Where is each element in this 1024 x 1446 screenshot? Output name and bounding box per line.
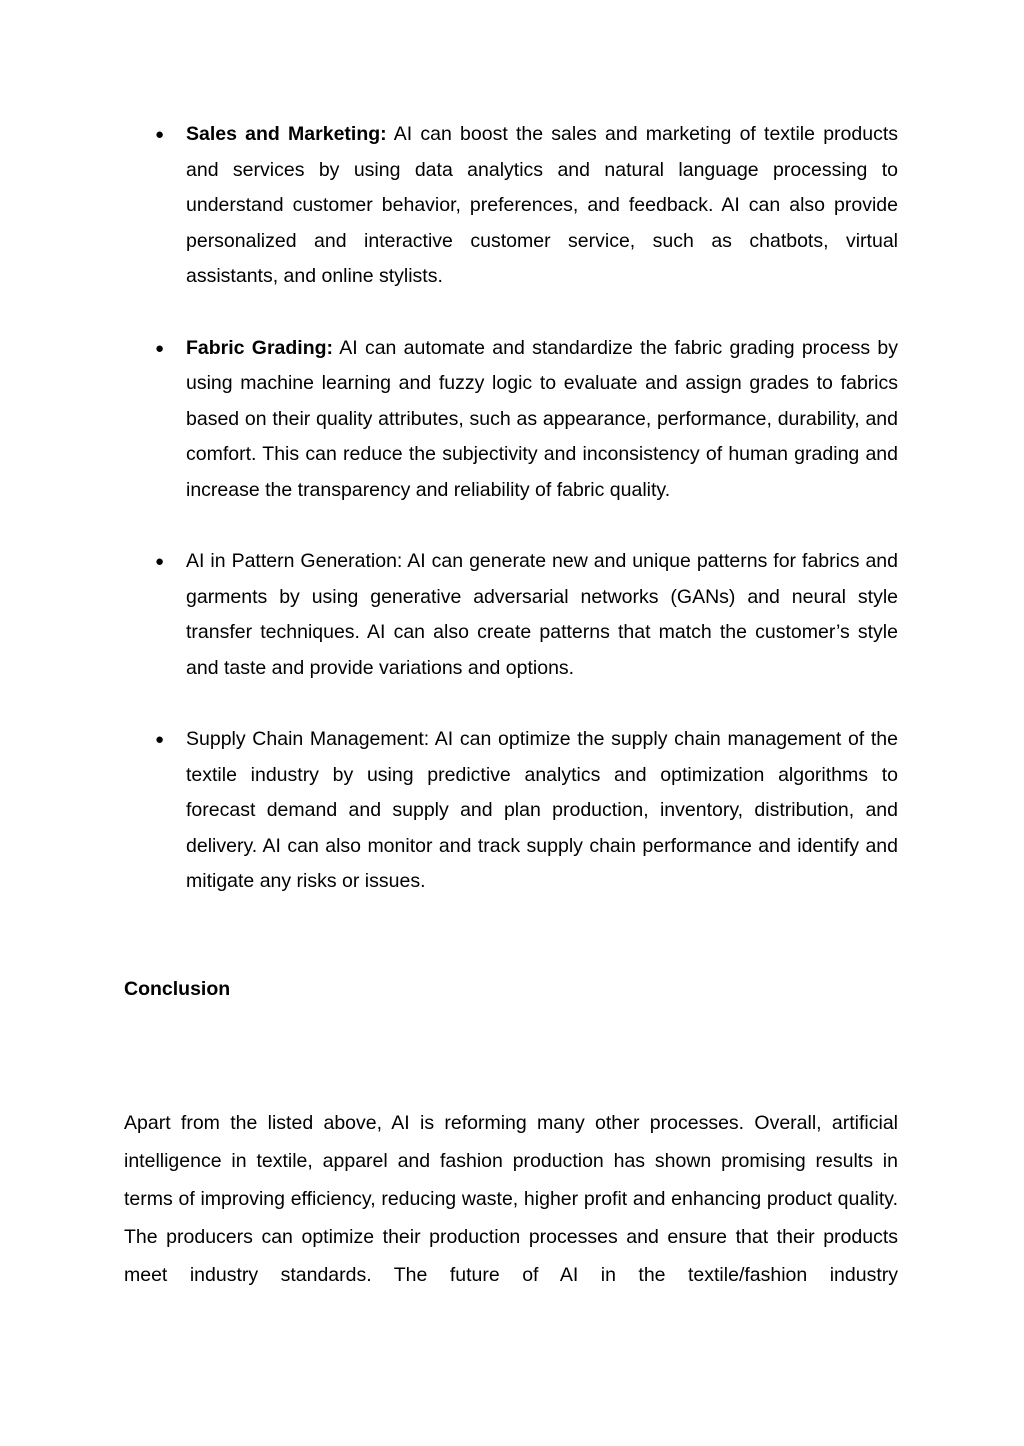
bullet-icon: ● [155, 126, 165, 143]
bullet-text [186, 728, 898, 892]
bullet-title: Sales and Marketing: [186, 123, 387, 145]
conclusion-paragraph: Apart from the listed above, AI is reforming many other processes. Overall, artificial intelligence in textile, apparel and fashion production has shown promising results in terms of improving efficiency, reducing waste, higher profit and enhancing product quality. The producers can optimize their production processes and ensure that their products meet industry standards. The future of AI in the textile/fashion industry [124, 1112, 898, 1286]
bullet-text [186, 123, 898, 287]
bullet-body: AI can automate and standardize the fabric grading process by using machine learning and fuzzy logic to evaluate and assign grades to fabrics based on their quality attributes, such as appearance, performance, durability, and comfort. This can reduce the subjectivity and inconsistency of human grading and increase the transparency and reliability of fabric quality. [186, 336, 898, 501]
bullet-icon: ● [155, 553, 165, 570]
bullet-body: AI in Pattern Generation: AI can generate new and unique patterns for fabrics and garments by using generative adversarial networks (GANs) and neural style transfer techniques. AI can also create patterns that match the customer’s style and taste and provide variations and options. [186, 550, 898, 679]
conclusion-heading: Conclusion [124, 978, 231, 1000]
bullet-item-fabric-grading [155, 331, 898, 509]
bullet-text [186, 550, 898, 679]
bullet-body: Supply Chain Management: AI can optimize the supply chain management of the textile industry by using predictive analytics and optimization algorithms to forecast demand and supply and plan production, inventory, distribution, and delivery. AI can also monitor and track supply chain performance and identify and mitigate any risks or issues. [186, 728, 898, 892]
bullet-item-pattern-generation [155, 544, 898, 686]
bullet-text [186, 337, 898, 501]
bullet-icon: ● [155, 731, 165, 748]
bullet-body: AI can boost the sales and marketing of textile products and services by using data analytics and natural language processing to understand customer behavior, preferences, and feedback. AI can also provide personalized and interactive customer service, such as chatbots, virtual assistants, and online stylists. [186, 123, 898, 287]
bullet-item-supply-chain [155, 722, 898, 900]
bullet-list [155, 117, 898, 936]
bullet-title: Fabric Grading: [186, 336, 334, 359]
bullet-item-sales-marketing [155, 117, 898, 295]
bullet-icon: ● [155, 339, 165, 357]
